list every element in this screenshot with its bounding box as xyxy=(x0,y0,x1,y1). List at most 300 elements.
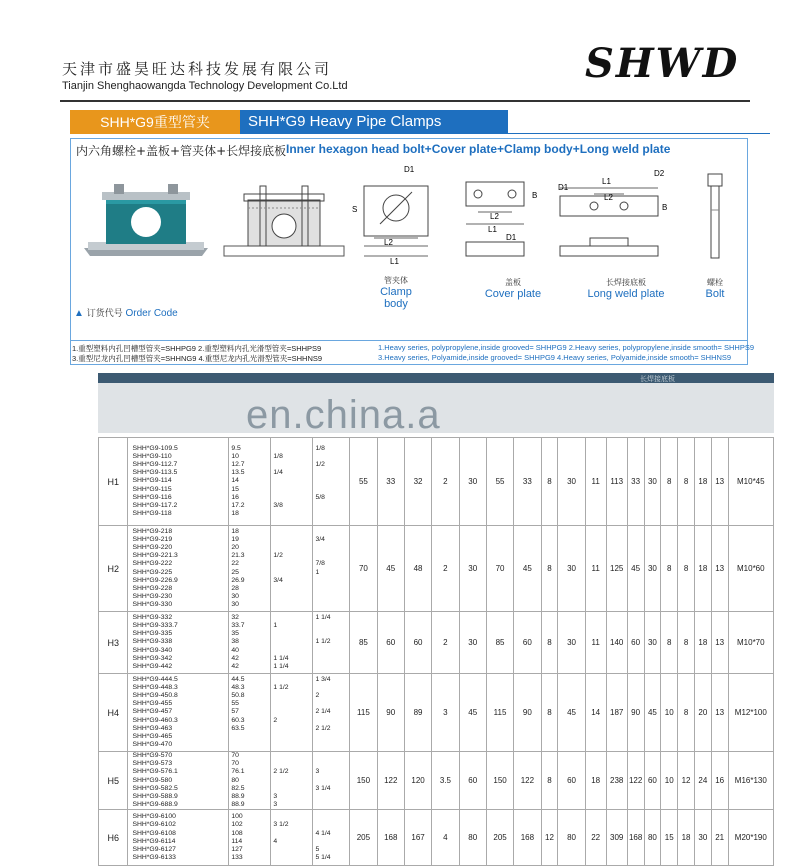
dimension-cell: 205 xyxy=(486,810,513,866)
dimension-cell: M10*70 xyxy=(728,612,773,674)
dimension-cell: 90 xyxy=(514,674,541,752)
model-code: SHH*G9-114 xyxy=(132,477,172,485)
od-value: 20 xyxy=(231,543,239,551)
dn-value: 2 1/2 xyxy=(273,768,289,776)
company-name-cn: 天津市盛昊旺达科技发展有限公司 xyxy=(62,60,333,78)
dimension-cell: 60 xyxy=(377,612,404,674)
inch-value: 3/4 xyxy=(315,535,325,543)
dimension-cell: 3.5 xyxy=(432,752,459,810)
dimension-cell: 167 xyxy=(404,810,431,866)
dimension-cell: 8 xyxy=(678,438,695,526)
note-en-2: 3.Heavy series, Polyamide,inside grooved= SHHPG9 4.Heavy series, Polyamide,inside smooth= SHHNS9 xyxy=(378,353,732,362)
model-code: SHH*G9-6114 xyxy=(132,837,176,845)
dimension-cell: 10 xyxy=(661,674,678,752)
od-value: 55 xyxy=(231,700,239,708)
dn-value xyxy=(271,585,312,593)
od-value: 42 xyxy=(231,662,239,670)
model-code: SHH*G9-470 xyxy=(132,741,173,749)
model-code: SHH*G9-448.3 xyxy=(132,683,178,691)
dn-list-cell xyxy=(271,438,313,526)
dimension-cell: 140 xyxy=(606,612,627,674)
dimension-cell: 30 xyxy=(644,438,661,526)
dimension-cell: 13 xyxy=(711,674,728,752)
inch-value xyxy=(313,663,349,671)
dimension-cell: 15 xyxy=(661,810,678,866)
order-code-notes xyxy=(70,340,755,364)
model-list-cell xyxy=(128,526,229,612)
caption-clamp-body-en: Clamp body xyxy=(380,286,412,310)
od-value: 133 xyxy=(231,854,243,862)
band-header-label: 长焊接底板 xyxy=(640,375,675,383)
triangle-bullet-icon: ▲ xyxy=(74,308,84,319)
dimension-cell: 80 xyxy=(644,810,661,866)
od-value: 22 xyxy=(231,560,239,568)
dimension-cell: 4 xyxy=(432,810,459,866)
table-row xyxy=(99,612,774,674)
inch-list-cell xyxy=(313,438,350,526)
weld-plate-d1-label: D1 xyxy=(558,183,569,192)
inch-value: 1/8 xyxy=(315,444,325,452)
dimension-cell: 12 xyxy=(678,752,695,810)
dimension-cell: 30 xyxy=(459,526,486,612)
od-value: 114 xyxy=(231,837,243,845)
inch-value: 7/8 xyxy=(315,560,325,568)
dimension-cell: 238 xyxy=(606,752,627,810)
od-value: 57 xyxy=(231,708,239,716)
inch-value: 5/8 xyxy=(315,493,325,501)
od-value: 100 xyxy=(231,813,243,821)
dimension-cell: M10*45 xyxy=(728,438,773,526)
dimension-cell: 13 xyxy=(711,526,728,612)
dimension-cell: 3 xyxy=(432,674,459,752)
dimension-cell: 120 xyxy=(404,752,431,810)
dn-value: 1/4 xyxy=(273,469,283,477)
company-name-en: Tianjin Shenghaowangda Technology Development Co.Ltd xyxy=(62,80,348,92)
od-value: 26.9 xyxy=(231,576,245,584)
dimension-cell: 30 xyxy=(459,438,486,526)
inch-value xyxy=(313,577,349,585)
dimension-cell: 85 xyxy=(486,612,513,674)
dn-value xyxy=(271,560,312,568)
dimension-cell: 8 xyxy=(541,526,558,612)
dimension-cell: 122 xyxy=(377,752,404,810)
dn-value xyxy=(271,700,312,708)
inch-value: 1 3/4 xyxy=(315,675,331,683)
dimension-cell: 8 xyxy=(661,526,678,612)
weld-plate-b-label: B xyxy=(662,203,668,212)
dimension-cell: 8 xyxy=(678,674,695,752)
dn-value xyxy=(271,477,312,485)
components-en: Inner hexagon head bolt+Cover plate+Clamp body+Long weld plate xyxy=(286,142,671,156)
table-row xyxy=(99,526,774,612)
dimension-cell: 113 xyxy=(606,438,627,526)
dimension-cell: 30 xyxy=(558,526,585,612)
dimension-cell: 70 xyxy=(486,526,513,612)
od-value: 63.5 xyxy=(231,724,245,732)
od-value: 10 xyxy=(231,452,239,460)
order-code-en: Order Code xyxy=(125,308,178,319)
model-code: SHH*G9-457 xyxy=(132,708,173,716)
inch-value: 2 1/4 xyxy=(315,708,331,716)
dimension-cell: 60 xyxy=(459,752,486,810)
dimension-cell: 18 xyxy=(585,752,606,810)
model-code: SHH*G9-116 xyxy=(132,493,172,501)
dimension-cell: 48 xyxy=(404,526,431,612)
od-value: 13.5 xyxy=(231,469,245,477)
inch-value xyxy=(313,813,349,821)
model-list-cell xyxy=(128,612,229,674)
model-code: SHH*G9-6102 xyxy=(132,821,176,829)
model-list-cell xyxy=(128,674,229,752)
dn-value xyxy=(271,461,312,469)
model-code: SHH*G9-580 xyxy=(132,776,173,784)
inch-value: 1 1/2 xyxy=(315,638,331,646)
dimension-cell: 309 xyxy=(606,810,627,866)
dimension-cell: 60 xyxy=(644,752,661,810)
od-value: 38 xyxy=(231,638,239,646)
dimension-cell: 11 xyxy=(585,526,606,612)
model-code: SHH*G9-588.9 xyxy=(132,792,178,800)
cover-plate-drawing xyxy=(458,174,544,266)
model-code: SHH*G9-228 xyxy=(132,584,173,592)
product-title-en: SHH*G9 Heavy Pipe Clamps xyxy=(240,110,508,134)
dimension-cell: 8 xyxy=(678,612,695,674)
inch-value xyxy=(313,510,349,518)
dn-value xyxy=(271,614,312,622)
dimension-cell: 115 xyxy=(486,674,513,752)
dn-value: 3 xyxy=(273,792,278,800)
model-code: SHH*G9-455 xyxy=(132,700,173,708)
inch-value xyxy=(313,593,349,601)
series-cell: H5 xyxy=(99,752,128,810)
watermark: en.china.a xyxy=(246,393,441,437)
od-value: 16 xyxy=(231,493,239,501)
dimension-cell: 13 xyxy=(711,438,728,526)
header-divider xyxy=(60,100,750,102)
dn-value xyxy=(271,813,312,821)
model-code: SHH*G9-221.3 xyxy=(132,552,178,560)
dn-value: 3/8 xyxy=(273,501,283,509)
dimension-cell: 20 xyxy=(694,674,711,752)
dn-list-cell xyxy=(271,612,313,674)
od-value xyxy=(229,733,270,741)
dimension-cell: 32 xyxy=(404,438,431,526)
dimension-cell: 2 xyxy=(432,526,459,612)
od-list-cell xyxy=(229,810,271,866)
dimension-cell: 11 xyxy=(585,438,606,526)
dimension-cell: 30 xyxy=(558,438,585,526)
inch-value xyxy=(313,630,349,638)
model-code: SHH*G9-335 xyxy=(132,630,173,638)
od-value: 15 xyxy=(231,485,239,493)
dn-value xyxy=(271,486,312,494)
od-value: 21.3 xyxy=(231,552,245,560)
inch-value xyxy=(313,821,349,829)
dn-value xyxy=(271,708,312,716)
model-code: SHH*G9-109.5 xyxy=(132,444,178,452)
series-cell: H4 xyxy=(99,674,128,752)
dn-value xyxy=(271,630,312,638)
inch-value xyxy=(313,793,349,801)
dimension-cell: 33 xyxy=(627,438,644,526)
od-value: 80 xyxy=(231,776,239,784)
model-code: SHH*G9-465 xyxy=(132,732,173,740)
dimension-cell: 13 xyxy=(711,612,728,674)
model-code: SHH*G9-332 xyxy=(132,613,173,621)
inch-value xyxy=(313,684,349,692)
dn-value xyxy=(271,601,312,609)
spec-table xyxy=(98,437,774,866)
inch-list-cell xyxy=(313,752,350,810)
model-code: SHH*G9-460.3 xyxy=(132,716,178,724)
od-value: 88.9 xyxy=(231,792,245,800)
dimension-cell: 122 xyxy=(627,752,644,810)
note-en-1: 1.Heavy series, polypropylene,inside grooved= SHHPG9 2.Heavy series, polypropylene,inside smooth= SHHPS9 xyxy=(378,343,755,352)
model-code: SHH*G9-219 xyxy=(132,535,173,543)
dimension-cell: 11 xyxy=(585,612,606,674)
dimension-cell: 125 xyxy=(606,526,627,612)
dn-value: 1/2 xyxy=(273,552,283,560)
dimension-cell: M12*100 xyxy=(728,674,773,752)
title-underline xyxy=(508,133,770,134)
table-row xyxy=(99,752,774,810)
dimension-cell: 60 xyxy=(514,612,541,674)
dn-value xyxy=(271,777,312,785)
dimension-cell: 45 xyxy=(644,674,661,752)
inch-value xyxy=(313,717,349,725)
model-code: SHH*G9-688.9 xyxy=(132,801,178,809)
dimension-cell: 55 xyxy=(486,438,513,526)
dimension-cell: 168 xyxy=(514,810,541,866)
dn-value: 3/4 xyxy=(273,576,283,584)
inch-list-cell xyxy=(313,526,350,612)
dimension-cell: 115 xyxy=(350,674,377,752)
inch-value: 1/2 xyxy=(315,461,325,469)
table-row xyxy=(99,810,774,866)
dimension-cell: 89 xyxy=(404,674,431,752)
dimension-cell: 150 xyxy=(350,752,377,810)
dimension-cell: 8 xyxy=(541,674,558,752)
dimension-cell: 8 xyxy=(661,438,678,526)
od-value: 42 xyxy=(231,654,239,662)
dimension-cell: 12 xyxy=(541,810,558,866)
inch-value xyxy=(313,601,349,609)
model-code: SHH*G9-338 xyxy=(132,638,173,646)
model-code: SHH*G9-340 xyxy=(132,646,173,654)
model-code: SHH*G9-6133 xyxy=(132,854,176,862)
inch-value xyxy=(313,760,349,768)
dimension-cell: 10 xyxy=(661,752,678,810)
dimension-cell: 30 xyxy=(459,612,486,674)
dimension-cell: 45 xyxy=(558,674,585,752)
dn-value xyxy=(271,593,312,601)
od-value: 48.3 xyxy=(231,683,245,691)
long-weld-plate-drawing xyxy=(550,166,674,266)
od-value: 19 xyxy=(231,535,239,543)
dn-value xyxy=(271,760,312,768)
model-code: SHH*G9-570 xyxy=(132,752,173,759)
od-value: 70 xyxy=(231,752,239,759)
dn-value xyxy=(271,752,312,760)
clamp-photo xyxy=(80,180,212,260)
dn-value xyxy=(271,510,312,518)
model-list-cell xyxy=(128,438,229,526)
dimension-cell: 45 xyxy=(514,526,541,612)
cover-plate-d1-label: D1 xyxy=(506,233,517,242)
model-code: SHH*G9-576.1 xyxy=(132,768,178,776)
dimension-cell: 60 xyxy=(558,752,585,810)
inch-value: 2 1/2 xyxy=(315,724,331,732)
inch-value xyxy=(313,647,349,655)
dn-value xyxy=(271,528,312,536)
dn-value: 1 1/2 xyxy=(273,683,289,691)
weld-plate-l1-label: L1 xyxy=(602,177,611,186)
dimension-cell: 85 xyxy=(350,612,377,674)
od-value: 76.1 xyxy=(231,768,245,776)
inch-value xyxy=(313,801,349,809)
model-code: SHH*G9-342 xyxy=(132,654,173,662)
dn-list-cell xyxy=(271,810,313,866)
inch-value xyxy=(313,733,349,741)
dimension-cell: 60 xyxy=(627,612,644,674)
od-value: 30 xyxy=(231,601,239,609)
dimension-cell: 90 xyxy=(377,674,404,752)
dn-value: 1 xyxy=(273,622,278,630)
model-code: SHH*G9-222 xyxy=(132,560,173,568)
company-logo: SHWD xyxy=(585,40,740,87)
dn-value xyxy=(271,854,312,862)
inch-value xyxy=(313,502,349,510)
dn-value: 1 1/4 xyxy=(273,654,289,662)
series-cell: H1 xyxy=(99,438,128,526)
inch-value xyxy=(313,741,349,749)
dimension-cell: 45 xyxy=(377,526,404,612)
dn-value: 1/8 xyxy=(273,452,283,460)
od-value: 28 xyxy=(231,584,239,592)
model-code: SHH*G9-6108 xyxy=(132,829,176,837)
dimension-cell: 90 xyxy=(627,674,644,752)
inch-value: 2 xyxy=(315,692,320,700)
caption-long-weld-plate xyxy=(578,277,674,300)
model-code: SHH*G9-450.8 xyxy=(132,692,178,700)
dimension-cell: 45 xyxy=(459,674,486,752)
inch-value xyxy=(313,486,349,494)
dn-value: 3 xyxy=(273,801,278,809)
dimension-cell: 16 xyxy=(711,752,728,810)
table-row xyxy=(99,674,774,752)
clamp-body-l1-label: L1 xyxy=(390,257,399,264)
inch-value: 1 1/4 xyxy=(315,613,331,621)
inch-value xyxy=(313,700,349,708)
od-value: 18 xyxy=(231,510,239,518)
dimension-cell: 70 xyxy=(350,526,377,612)
dimension-cell: 8 xyxy=(661,612,678,674)
od-value: 9.5 xyxy=(231,444,241,452)
dimension-cell: 33 xyxy=(377,438,404,526)
dimension-cell: 24 xyxy=(694,752,711,810)
caption-cover-plate-cn: 盖板 xyxy=(505,278,521,287)
model-code: SHH*G9-218 xyxy=(132,527,173,535)
dn-value xyxy=(271,647,312,655)
inch-value xyxy=(313,622,349,630)
model-code: SHH*G9-113.5 xyxy=(132,469,178,477)
caption-bolt-en: Bolt xyxy=(705,288,725,300)
model-code: SHH*G9-226.9 xyxy=(132,576,178,584)
clamp-body-drawing xyxy=(350,160,446,264)
model-code: SHH*G9-112.7 xyxy=(132,461,178,469)
od-list-cell xyxy=(229,438,271,526)
dimension-cell: M16*130 xyxy=(728,752,773,810)
inch-value xyxy=(313,469,349,477)
od-list-cell xyxy=(229,752,271,810)
dn-value: 4 xyxy=(273,837,278,845)
od-value: 44.5 xyxy=(231,675,245,683)
dimension-cell: 168 xyxy=(627,810,644,866)
dimension-cell: 30 xyxy=(644,526,661,612)
od-value: 82.5 xyxy=(231,784,245,792)
od-value: 17.2 xyxy=(231,501,245,509)
dimension-cell: 30 xyxy=(644,612,661,674)
od-value: 18 xyxy=(231,527,239,535)
cover-plate-l2-label: L2 xyxy=(490,212,499,221)
caption-bolt-cn: 螺栓 xyxy=(707,278,723,287)
inch-value xyxy=(313,453,349,461)
inch-list-cell xyxy=(313,612,350,674)
dimension-cell: 2 xyxy=(432,612,459,674)
od-value: 60.3 xyxy=(231,716,245,724)
dn-value xyxy=(271,725,312,733)
dn-value xyxy=(271,569,312,577)
dn-value: 1 1/4 xyxy=(273,662,289,670)
caption-bolt xyxy=(700,277,730,300)
table-row xyxy=(99,438,774,526)
note-cn-1: 1.重型塑料内孔凹槽型管夹=SHHPG9 2.重型塑料内孔光滑型管夹=SHHPS9 xyxy=(72,344,322,353)
series-cell: H3 xyxy=(99,612,128,674)
inch-value xyxy=(313,528,349,536)
dimension-cell: 205 xyxy=(350,810,377,866)
dn-value xyxy=(271,830,312,838)
od-value: 14 xyxy=(231,477,239,485)
od-list-cell xyxy=(229,674,271,752)
model-code: SHH*G9-444.5 xyxy=(132,675,178,683)
caption-clamp-body xyxy=(368,275,424,310)
dimension-cell: 30 xyxy=(558,612,585,674)
dn-value xyxy=(271,676,312,684)
od-value: 12.7 xyxy=(231,461,245,469)
dn-value xyxy=(271,733,312,741)
dn-value xyxy=(271,544,312,552)
inch-value xyxy=(313,752,349,760)
model-code: SHH*G9-220 xyxy=(132,543,173,551)
dn-value xyxy=(271,638,312,646)
inch-value: 1 xyxy=(315,568,320,576)
dimension-cell: 22 xyxy=(585,810,606,866)
inch-value xyxy=(313,544,349,552)
inch-value: 3 xyxy=(315,768,320,776)
caption-cover-plate xyxy=(478,277,548,300)
cover-plate-l1-label: L1 xyxy=(488,225,497,234)
dn-value xyxy=(271,785,312,793)
od-value: 33.7 xyxy=(231,622,245,630)
dimension-cell: 168 xyxy=(377,810,404,866)
model-code: SHH*G9-442 xyxy=(132,662,173,670)
dimension-cell: 45 xyxy=(627,526,644,612)
dimension-cell: 60 xyxy=(404,612,431,674)
inch-value: 5 xyxy=(315,846,320,853)
model-code: SHH*G9-117.2 xyxy=(132,501,178,509)
model-code: SHH*G9-110 xyxy=(132,452,172,460)
inch-list-cell xyxy=(313,810,350,866)
